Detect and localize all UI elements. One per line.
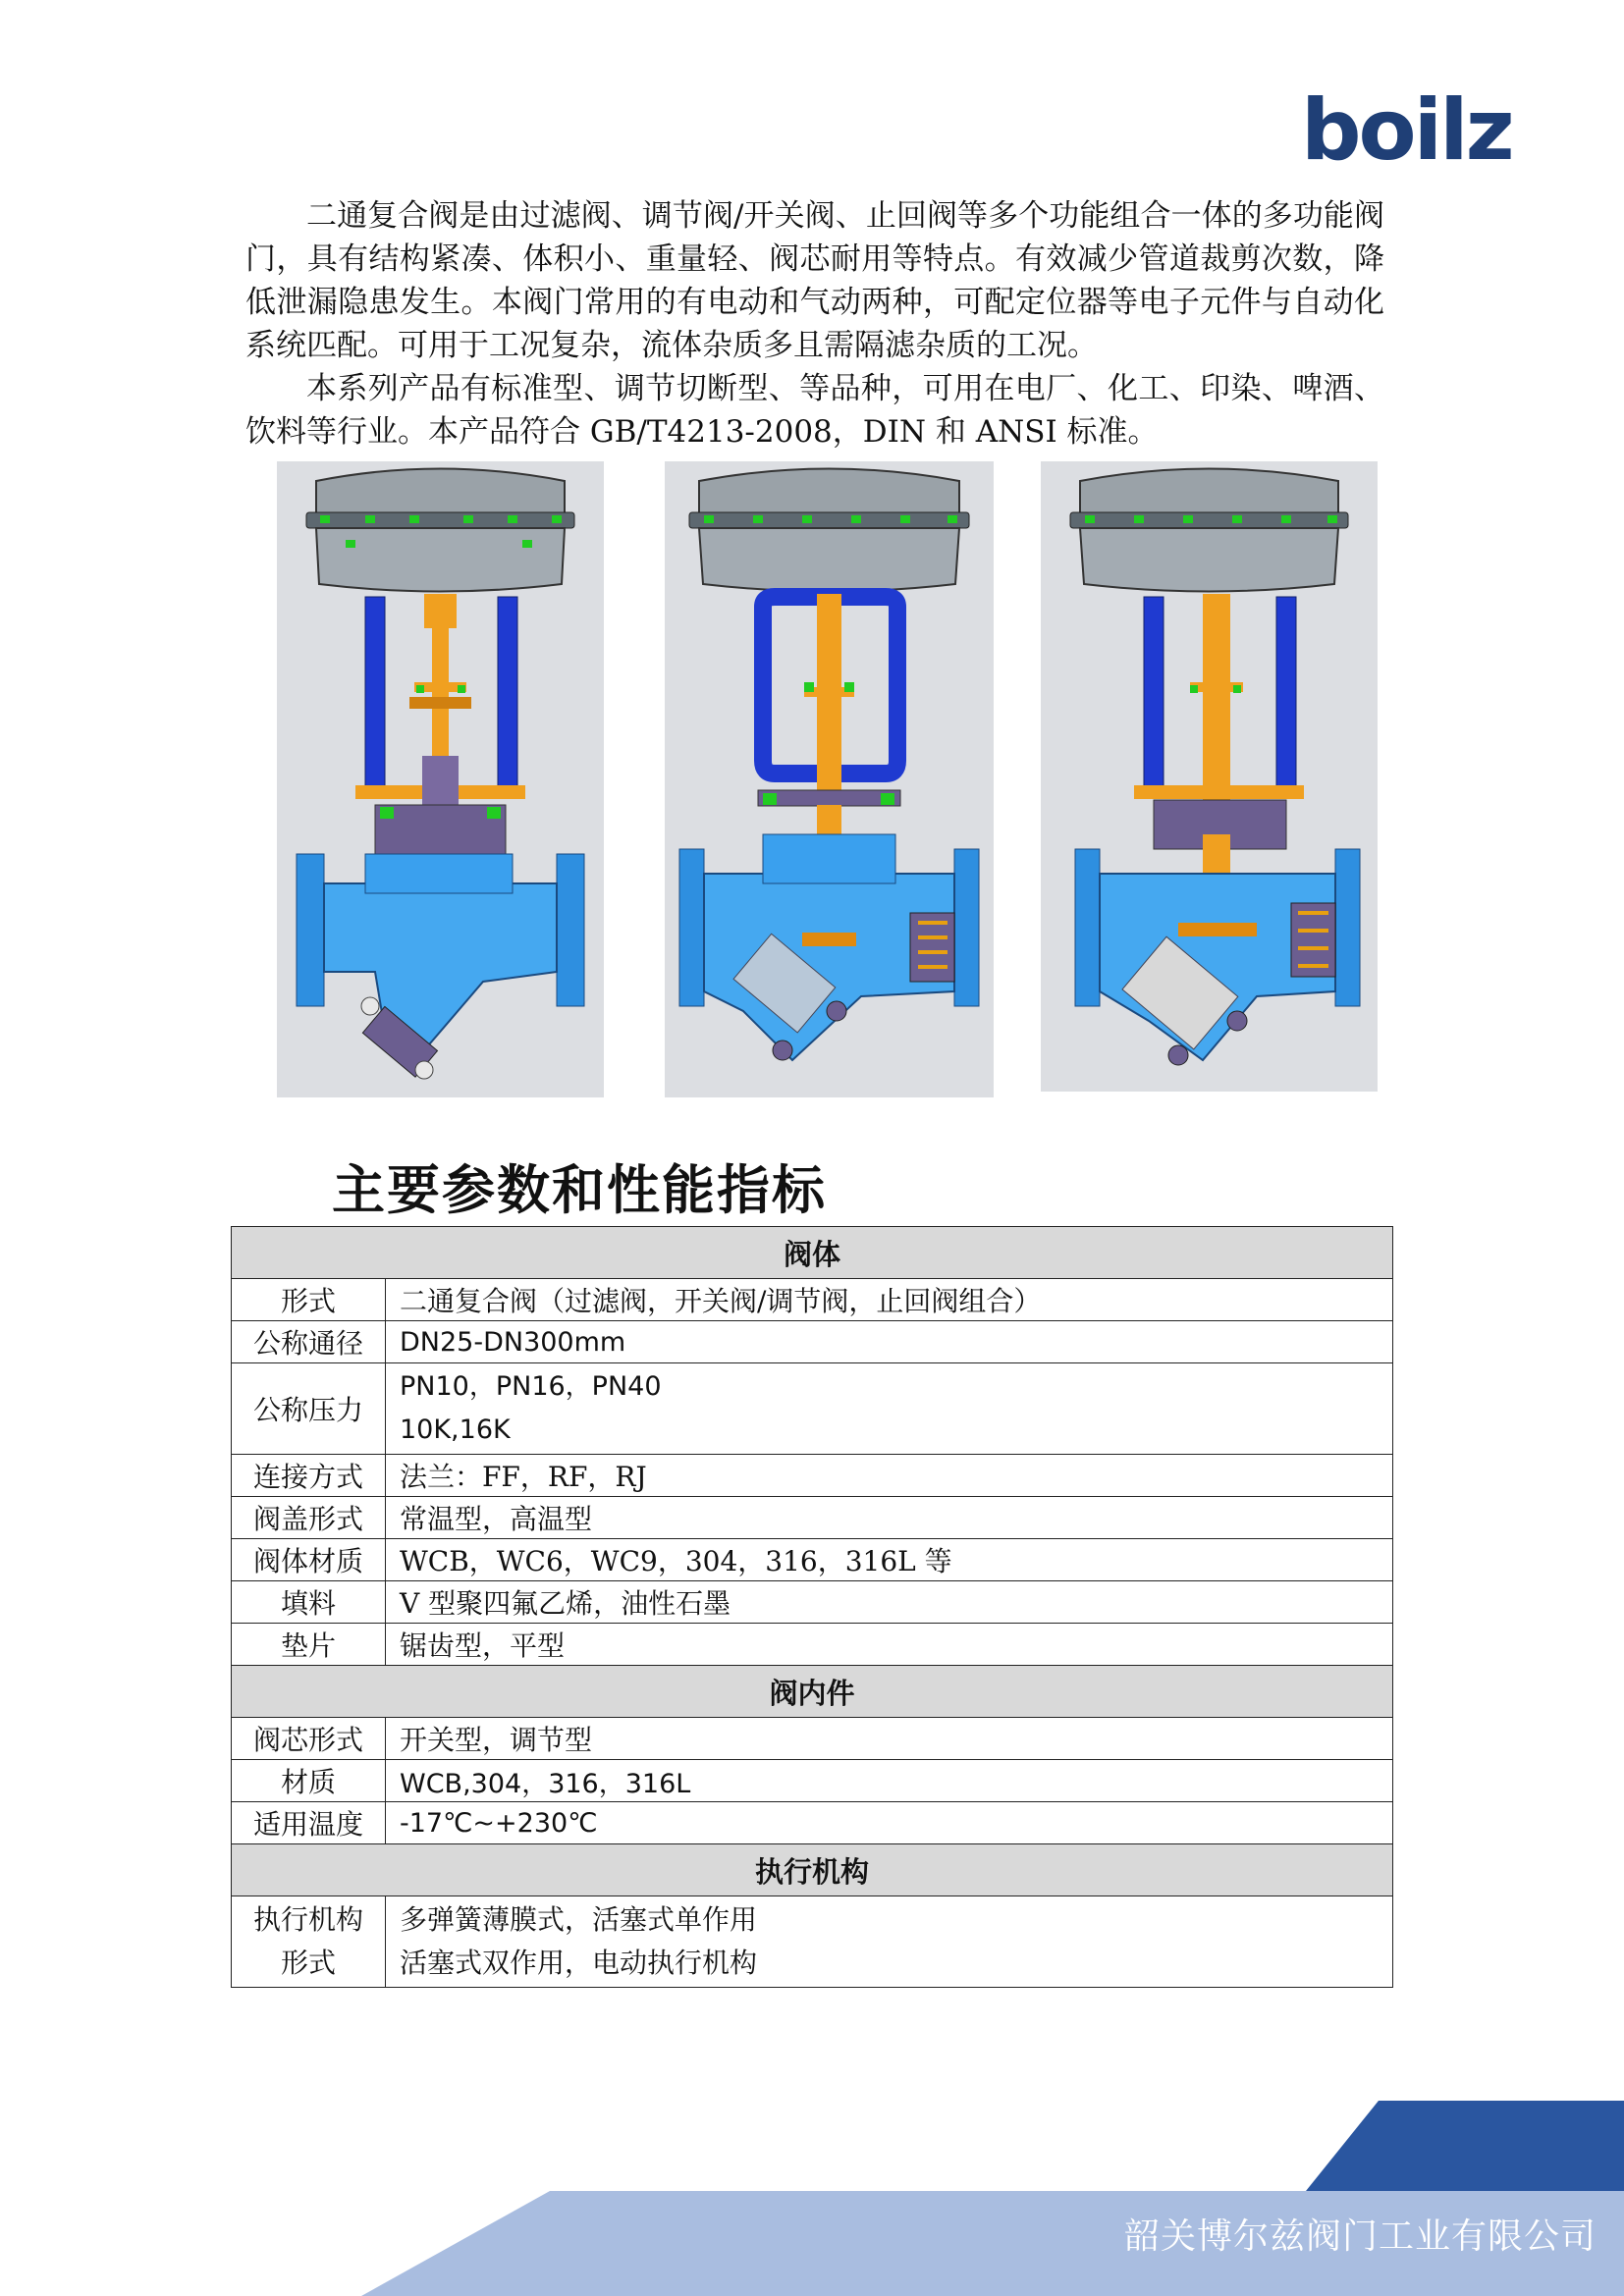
- table-row: [232, 1718, 1393, 1760]
- footer-dark-band: [1306, 2101, 1624, 2191]
- param-key: 连接方式: [232, 1455, 386, 1497]
- section-header-actuator: 执行机构: [232, 1844, 1393, 1896]
- param-value: V 型聚四氟乙烯，油性石墨: [386, 1581, 1393, 1624]
- footer-banner: [0, 2101, 1624, 2296]
- section-header-body: 阀体: [232, 1227, 1393, 1279]
- param-key: [232, 1896, 386, 1988]
- table-row: [232, 1581, 1393, 1624]
- param-key: 材质: [232, 1760, 386, 1802]
- table-section-header: [232, 1844, 1393, 1896]
- valve-figures: [0, 461, 1624, 1099]
- table-row: [232, 1279, 1393, 1321]
- param-value: DN25-DN300mm: [386, 1321, 1393, 1363]
- param-value: 常温型，高温型: [386, 1497, 1393, 1539]
- parameters-table: [231, 1226, 1393, 1988]
- param-value-line: 活塞式双作用，电动执行机构: [400, 1947, 758, 1979]
- param-value: 法兰：FF，RF，RJ: [386, 1455, 1393, 1497]
- valve-illustration-3: [1041, 461, 1378, 1092]
- param-key: 公称压力: [232, 1363, 386, 1455]
- valve-figure-3: [1041, 461, 1378, 1092]
- param-key: 阀芯形式: [232, 1718, 386, 1760]
- valve-illustration-1: [277, 461, 604, 1097]
- param-key: 适用温度: [232, 1802, 386, 1844]
- table-row: [232, 1497, 1393, 1539]
- param-value: [386, 1896, 1393, 1988]
- table-row: [232, 1539, 1393, 1581]
- param-value-line: PN10，PN16，PN40: [400, 1371, 662, 1402]
- param-value: 二通复合阀（过滤阀，开关阀/调节阀，止回阀组合）: [386, 1279, 1393, 1321]
- table-section-header: [232, 1227, 1393, 1279]
- company-name: 韶关博尔兹阀门工业有限公司: [1123, 2216, 1597, 2257]
- param-key-line: 形式: [280, 1947, 336, 1979]
- table-row: [232, 1896, 1393, 1988]
- param-key: 阀盖形式: [232, 1497, 386, 1539]
- param-value: 开关型，调节型: [386, 1718, 1393, 1760]
- param-key: 形式: [232, 1279, 386, 1321]
- param-value-line: 10K,16K: [400, 1415, 511, 1445]
- table-row: [232, 1624, 1393, 1666]
- param-value: -17℃~+230℃: [386, 1802, 1393, 1844]
- param-key: 垫片: [232, 1624, 386, 1666]
- table-row: [232, 1363, 1393, 1455]
- intro-paragraph-1: 二通复合阀是由过滤阀、调节阀/开关阀、止回阀等多个功能组合一体的多功能阀门，具有结构紧凑、体积小、重量轻、阀芯耐用等特点。有效减少管道裁剪次数，降低泄漏隐患发生。本阀门常用的有电动和气动两种，可配定位器等电子元件与自动化系统匹配。可用于工况复杂，流体杂质多且需隔滤杂质的工况。: [245, 198, 1384, 363]
- param-key: 公称通径: [232, 1321, 386, 1363]
- param-value: [386, 1363, 1393, 1455]
- valve-figure-1: [277, 461, 604, 1097]
- table-row: [232, 1760, 1393, 1802]
- param-value: 锯齿型，平型: [386, 1624, 1393, 1666]
- param-key-line: 执行机构: [252, 1903, 363, 1936]
- section-header-trim: 阀内件: [232, 1666, 1393, 1718]
- param-key: 阀体材质: [232, 1539, 386, 1581]
- intro-text: [245, 194, 1384, 454]
- param-value: WCB,304，316，316L: [386, 1760, 1393, 1802]
- valve-illustration-2: [665, 461, 994, 1097]
- table-row: [232, 1321, 1393, 1363]
- table-section-header: [232, 1666, 1393, 1718]
- section-title: 主要参数和性能指标: [332, 1158, 827, 1221]
- table-row: [232, 1455, 1393, 1497]
- table-row: [232, 1802, 1393, 1844]
- valve-figure-2: [665, 461, 994, 1097]
- param-key: 填料: [232, 1581, 386, 1624]
- company-logo: boilz: [1301, 81, 1512, 180]
- param-value: WCB，WC6，WC9，304，316，316L 等: [386, 1539, 1393, 1581]
- intro-paragraph-2: 本系列产品有标准型、调节切断型、等品种，可用在电厂、化工、印染、啤酒、饮料等行业。本产品符合 GB/T4213-2008，DIN 和 ANSI 标准。: [245, 371, 1384, 450]
- param-value-line: 多弹簧薄膜式，活塞式单作用: [400, 1903, 758, 1936]
